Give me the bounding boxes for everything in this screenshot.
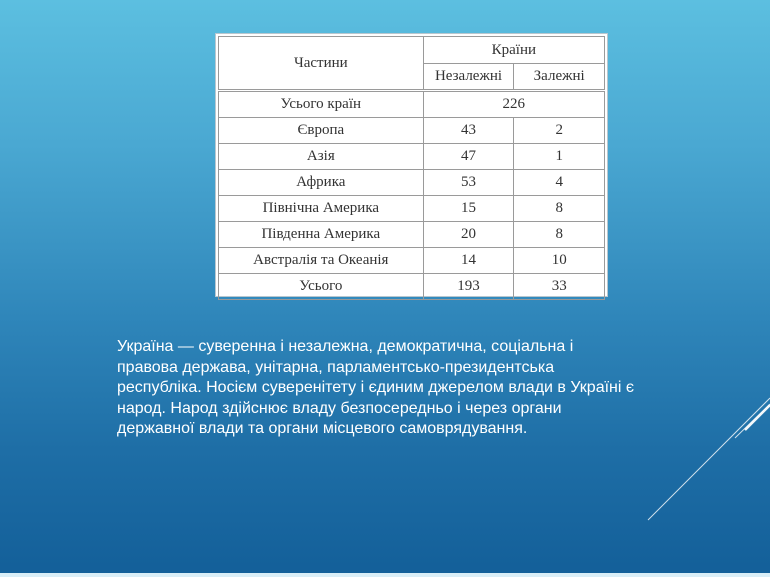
total-dependent: 33 [514,274,605,300]
table-row [219,144,605,170]
body-text-block [117,337,637,440]
header-parts: Частини [219,37,424,91]
part-cell: Австралія та Океанія [219,248,424,274]
part-cell: Азія [219,144,424,170]
total-countries-label: Усього країн [219,91,424,118]
independent-cell: 53 [423,170,514,196]
part-cell: Африка [219,170,424,196]
independent-cell: 43 [423,118,514,144]
part-cell: Європа [219,118,424,144]
independent-cell: 14 [423,248,514,274]
header-independent: Незалежні [423,64,514,91]
independent-cell: 47 [423,144,514,170]
countries-table-container [216,34,607,296]
dependent-cell: 8 [514,196,605,222]
bottom-edge [0,573,770,577]
total-countries-value: 226 [423,91,604,118]
total-countries-row [219,91,605,118]
dependent-cell: 4 [514,170,605,196]
table-row [219,248,605,274]
dependent-cell: 10 [514,248,605,274]
decorative-lines-icon [640,380,770,530]
countries-table [218,36,605,300]
table-row [219,170,605,196]
part-cell: Північна Америка [219,196,424,222]
header-dependent: Залежні [514,64,605,91]
dependent-cell: 1 [514,144,605,170]
total-independent: 193 [423,274,514,300]
dependent-cell: 2 [514,118,605,144]
header-countries: Країни [423,37,604,64]
table-row [219,222,605,248]
dependent-cell: 8 [514,222,605,248]
total-label: Усього [219,274,424,300]
table-row [219,196,605,222]
part-cell: Південна Америка [219,222,424,248]
independent-cell: 20 [423,222,514,248]
table-row [219,118,605,144]
total-row [219,274,605,300]
body-paragraph: Україна — суверенна і незалежна, демократична, соціальна і правова держава, унітарна, парламентсько-президентська республіка. Носієм суверенітету і єдиним джерелом влади в Україні є народ. Народ здійснює владу безпосередньо і через органи державної влади та органи місцевого самоврядування. [117,338,635,437]
independent-cell: 15 [423,196,514,222]
